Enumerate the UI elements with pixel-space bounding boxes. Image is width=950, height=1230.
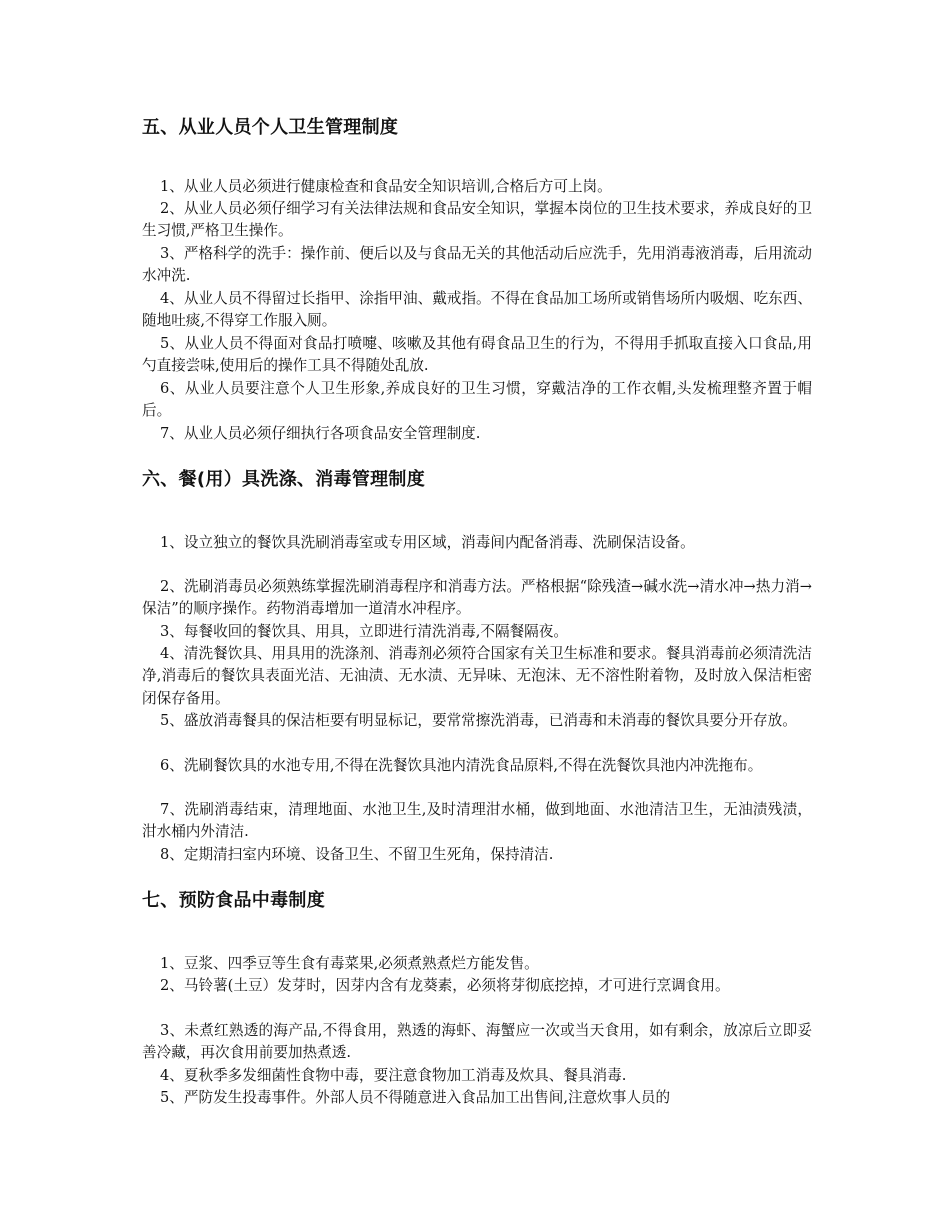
- section-6-item-3: 3、每餐收回的餐饮具、用具，立即进行清洗消毒,不隔餐隔夜。: [160, 623, 568, 640]
- section-5-item-2: 2、从业人员必须仔细学习有关法律法规和食品安全知识，掌握本岗位的卫生技术要求，养成良好的卫生习惯,严格卫生操作。: [142, 200, 812, 240]
- section-5-item-1: 1、从业人员必须进行健康检查和食品安全知识培训,合格后方可上岗。: [160, 178, 612, 195]
- section-7-item-5: 5、严防发生投毒事件。外部人员不得随意进入食品加工出售间,注意炊事人员的: [160, 1089, 671, 1106]
- section-7-item-3: 3、未煮红熟透的海产品,不得食用，熟透的海虾、海蟹应一次或当天食用，如有剩余，放凉后立即妥善冷藏，再次食用前要加热煮透.: [142, 1022, 812, 1062]
- section-6-item-8: 8、定期清扫室内环境、设备卫生、不留卫生死角，保持清洁.: [160, 846, 554, 863]
- section-5-item-6: 6、从业人员要注意个人卫生形象,养成良好的卫生习惯，穿戴洁净的工作衣帽,头发梳理整齐置于帽后。: [142, 380, 812, 420]
- section-6-title: 六、餐(用）具洗涤、消毒管理制度: [142, 469, 426, 490]
- section-6-item-6: 6、洗刷餐饮具的水池专用,不得在洗餐饮具池内清洗食品原料,不得在洗餐饮具池内冲洗拖布。: [160, 757, 763, 774]
- section-5-title: 五、从业人员个人卫生管理制度: [142, 117, 399, 138]
- section-5-item-7: 7、从业人员必须仔细执行各项食品安全管理制度.: [160, 425, 481, 442]
- section-5-item-3: 3、严格科学的洗手：操作前、便后以及与食品无关的其他活动后应洗手，先用消毒液消毒，后用流动水冲洗.: [142, 245, 812, 285]
- section-7-title: 七、预防食品中毒制度: [142, 890, 325, 911]
- section-6-item-2: 2、洗刷消毒员必须熟练掌握洗刷消毒程序和消毒方法。严格根据“除残渣→碱水洗→清水冲→热力消→保洁”的顺序操作。药物消毒增加一道清水冲程序。: [142, 578, 812, 618]
- section-6-item-1: 1、设立独立的餐饮具洗刷消毒室或专用区域，消毒间内配备消毒、洗刷保洁设备。: [160, 534, 695, 551]
- section-6-item-5: 5、盛放消毒餐具的保洁柜要有明显标记，要常常擦洗消毒，已消毒和未消毒的餐饮具要分开存放。: [160, 712, 797, 729]
- section-6-item-7: 7、洗刷消毒结束，清理地面、水池卫生,及时清理泔水桶，做到地面、水池清洁卫生，无油渍残渍，泔水桶内外清洁.: [142, 801, 812, 841]
- section-7-item-4: 4、夏秋季多发细菌性食物中毒，要注意食物加工消毒及炊具、餐具消毒.: [160, 1067, 627, 1084]
- section-7-item-1: 1、豆浆、四季豆等生食有毒菜果,必须煮熟煮烂方能发售。: [160, 955, 539, 972]
- section-5-item-4: 4、从业人员不得留过长指甲、涂指甲油、戴戒指。不得在食品加工场所或销售场所内吸烟、吃东西、随地吐痰,不得穿工作服入厕。: [142, 290, 812, 330]
- section-7-item-2: 2、马铃薯(土豆）发芽时，因芽内含有龙葵素，必须将芽彻底挖掉，才可进行烹调食用。: [160, 977, 730, 994]
- section-6-item-4: 4、清洗餐饮具、用具用的洗涤剂、消毒剂必须符合国家有关卫生标准和要求。餐具消毒前必须清洗洁净,消毒后的餐饮具表面光洁、无油渍、无水渍、无异味、无泡沫、无不溶性附着物，及时放入保洁柜密闭保存备用。: [142, 645, 812, 707]
- section-5-item-5: 5、从业人员不得面对食品打喷嚏、咳嗽及其他有碍食品卫生的行为，不得用手抓取直接入口食品,用勺直接尝味,使用后的操作工具不得随处乱放.: [142, 335, 812, 375]
